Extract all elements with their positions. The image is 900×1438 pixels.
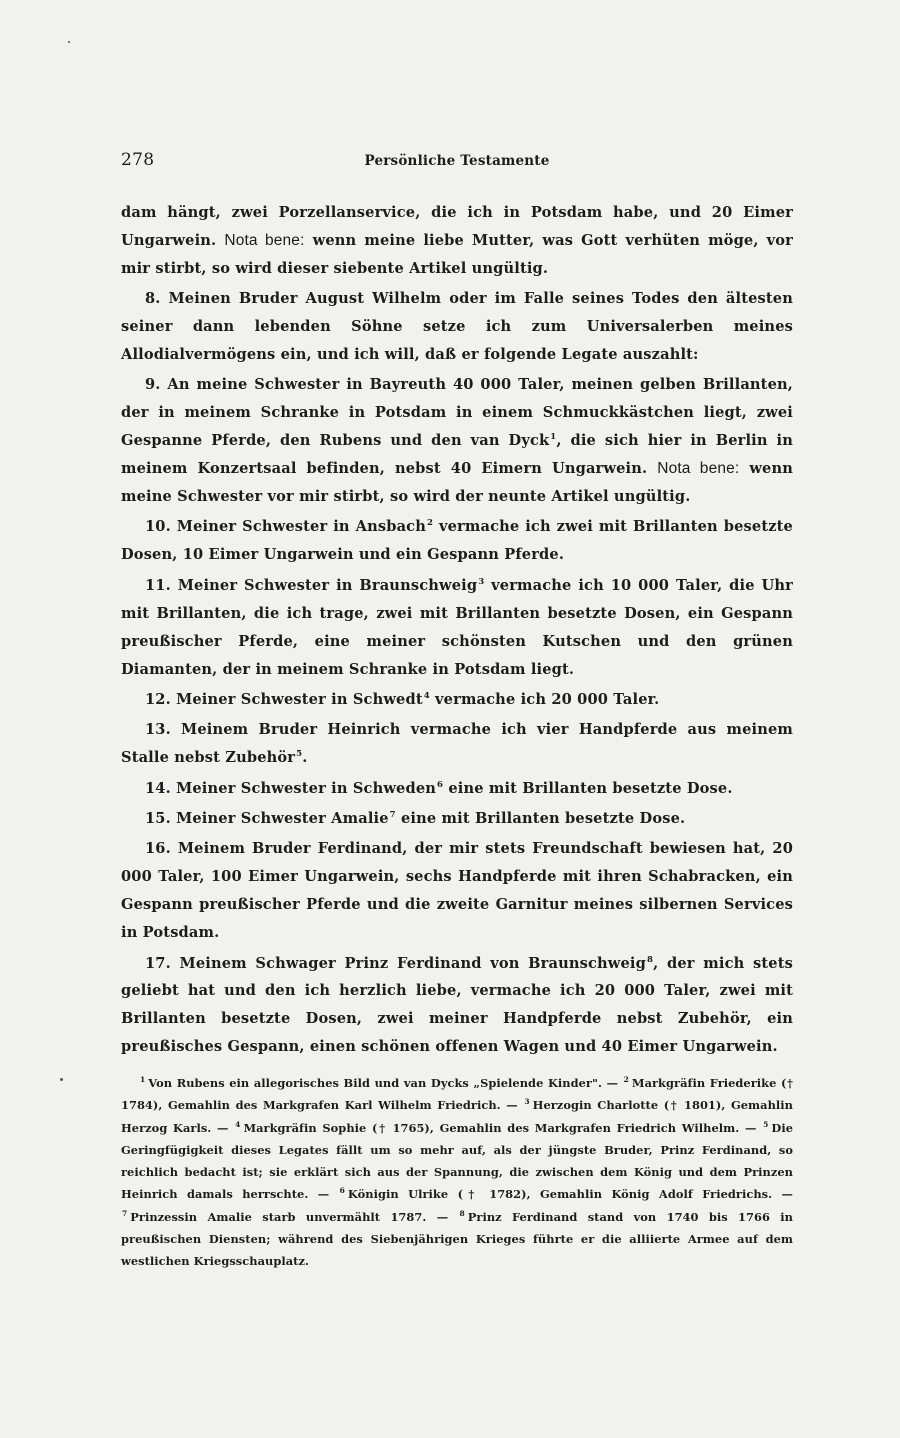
scan-speck [60, 1078, 63, 1081]
running-title: Persönliche Testamente [364, 153, 550, 169]
footnote-ref-5: 5 [296, 749, 303, 760]
nota-bene: Nota bene: [224, 231, 305, 249]
footnote-ref-3: 3 [478, 576, 485, 587]
paragraph-13: 13. Meinem Bruder Heinrich vermache ich vier Handpferde aus meinem Stalle nebst Zubehör$^5$. [121, 721, 793, 767]
paragraph-8: 8. Meinen Bruder August Wilhelm oder im Falle seines Todes den ältesten seiner dann lebenden Söhne setze ich zum Universalerben meines Allodialvermögens ein, und ich will, daß er folgende Legate auszahlt: [121, 290, 793, 364]
footnote-ref-2: 2 [426, 518, 434, 529]
footnote-1: Von Rubens ein allegorisches Bild und van Dycks „Spielende Kinder". — [148, 1076, 619, 1090]
page-number: 278 [121, 150, 155, 170]
footnote-mark-6: 6 [339, 1186, 345, 1196]
footnote-4: Markgräfin Sophie († 1765), Gemahlin des Markgrafen Friedrich Wilhelm. — [243, 1120, 757, 1135]
paragraph-12: 12. Meiner Schwester in Schwedt$^4$ vermache ich 20 000 Taler. [145, 690, 660, 708]
page-body [121, 150, 793, 1064]
paragraph-15: 15. Meiner Schwester Amalie$^7$ eine mit Brillanten besetzte Dose. [145, 810, 686, 828]
paragraph-16: 16. Meinem Bruder Ferdinand, der mir stets Freundschaft bewiesen hat, 20 000 Taler, 100 Eimer Ungarwein, sechs Handpferde mit ihren Schabracken, ein Gespann preußischer Pferde und die zweite Garnitur meines silbernen Services in Potsdam. [121, 840, 793, 942]
nota-bene: Nota bene: [657, 460, 740, 478]
footnote-7: Prinzessin Amalie starb unvermählt 1787. — [130, 1209, 449, 1224]
footnote-mark-5: 5 [763, 1119, 769, 1129]
footnote-3: Herzogin Charlotte († 1801), Gemahlin Herzog Karls. — [121, 1098, 793, 1135]
footnote-ref-7: 7 [389, 810, 396, 821]
footnote-mark-7: 7 [122, 1208, 128, 1218]
paragraph-14: 14. Meiner Schwester in Schweden$^6$ eine mit Brillanten besetzte Dose. [145, 779, 733, 797]
footnote-2: Markgräfin Friederike († 1784), Gemahlin des Markgrafen Karl Wilhelm Friedrich. — [121, 1076, 794, 1113]
paragraph-10: 10. Meiner Schwester in Ansbach$^2$ vermache ich zwei mit Brillanten besetzte Dosen, 10 Eimer Ungarwein und ein Gespann Pferde. [121, 518, 793, 564]
running-head [121, 150, 793, 176]
footnote-mark-3: 3 [524, 1097, 530, 1107]
footnote-block [121, 1072, 793, 1273]
footnote-mark-2: 2 [623, 1075, 629, 1084]
scan-speck [68, 41, 70, 43]
footnote-mark-4: 4 [235, 1119, 241, 1129]
footnote-mark-1: 1 [140, 1075, 146, 1084]
main-text [121, 199, 793, 1061]
paragraph-9: 9. An meine Schwester in Bayreuth 40 000 Taler, meinen gelben Brillanten, der in meinem Schranke in Potsdam in einem Schmuckkästchen liegt, zwei Gespanne Pferde, den Rubens und den van Dyck$^1$, die sich hier in Berlin in meinem Konzertsaal befinden, nebst 40 Eimern Ungarwein. Nota bene: wenn meine Schwester vor mir stirbt, so wird der neunte Artikel ungültig. [121, 376, 794, 506]
footnote-5: Die Geringfügigkeit dieses Legates fällt um so mehr auf, als der jüngste Bruder, Prinz Ferdinand, so reichlich bedacht ist; sie erklärt sich aus der Spannung, die zwischen dem König und dem Prinzen Heinrich damals herrschte. — [121, 1120, 794, 1202]
footnote-ref-4: 4 [423, 690, 430, 701]
footnote-8: Prinz Ferdinand stand von 1740 bis 1766 in preußischen Diensten; während des Siebenjährigen Krieges führte er die alliierte Armee auf dem westlichen Kriegsschauplatz. [121, 1209, 793, 1269]
footnote-ref-1: 1 [550, 432, 557, 443]
paragraph-17: 17. Meinem Schwager Prinz Ferdinand von Braunschweig$^8$, der mich stets geliebt hat und den ich herzlich liebe, vermache ich 20 000 Taler, zwei mit Brillanten besetzte Dosen, zwei meiner Handpferde nebst Zubehör, ein preußisches Gespann, einen schönen offenen Wagen und 40 Eimer Ungarwein. [121, 954, 793, 1056]
paragraph-11: 11. Meiner Schwester in Braunschweig$^3$ vermache ich 10 000 Taler, die Uhr mit Brillanten, die ich trage, zwei mit Brillanten besetzte Dosen, ein Gespann preußischer Pferde, eine meiner schönsten Kutschen und den grünen Diamanten, der in meinem Schranke in Potsdam liegt. [121, 576, 793, 678]
paragraph-7-continued: dam hängt, zwei Porzellanservice, die ich in Potsdam habe, und 20 Eimer Ungarwein. Nota bene: wenn meine liebe Mutter, was Gott verhüten möge, vor mir stirbt, so wird dieser siebente Artikel ungültig. [121, 204, 794, 277]
footnotes [121, 1072, 793, 1273]
footnote-ref-6: 6 [437, 779, 444, 790]
footnote-6: Königin Ulrike († 1782), Gemahlin König Adolf Friedrichs. — [347, 1187, 793, 1202]
footnote-ref-8: 8 [647, 954, 654, 965]
footnote-mark-8: 8 [459, 1208, 465, 1218]
